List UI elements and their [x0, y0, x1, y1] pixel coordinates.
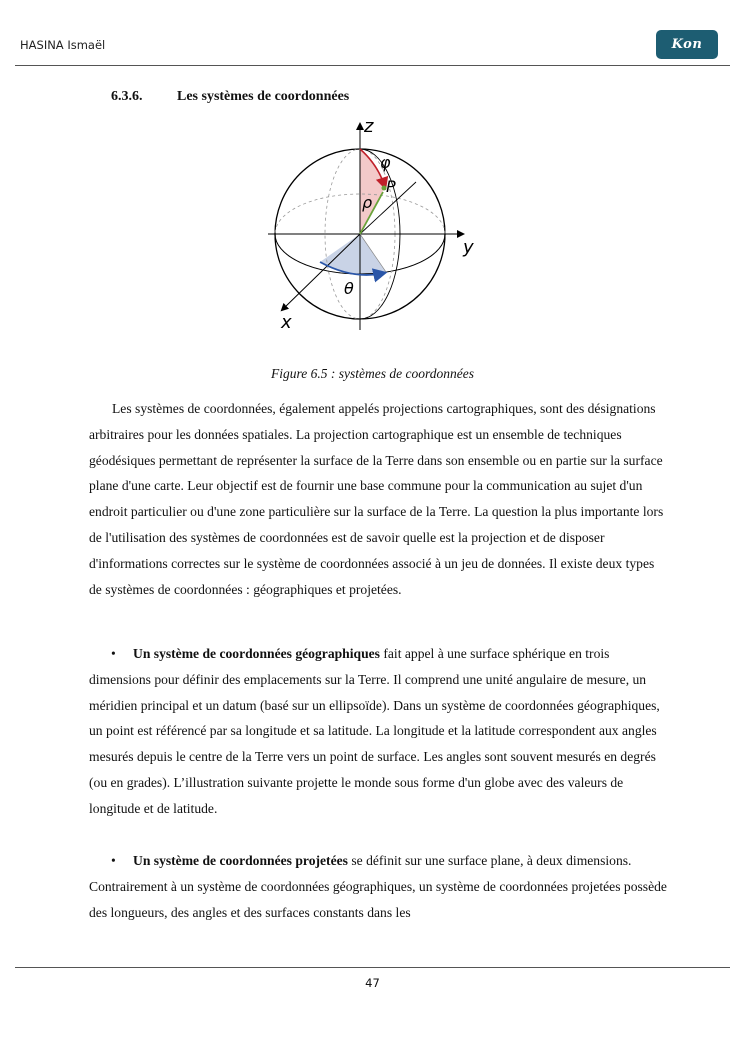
bullet-projected-text: se définit sur une surface plane, à deux dimensions. Contrairement à un système de coordonnées géographiques, un système de coordonnées projetées possède des longueurs, des angles et des surfaces constants dans les: [89, 853, 667, 920]
theta-label: θ: [344, 279, 354, 298]
point-label: P: [386, 177, 396, 196]
bullet-projected: [89, 848, 669, 925]
page-number: 47: [365, 976, 380, 990]
section-heading: [111, 89, 349, 105]
section-title: Les systèmes de coordonnées: [177, 89, 350, 104]
z-label: z: [364, 116, 374, 137]
bullet-projected-term: Un système de coordonnées projetées: [133, 853, 348, 868]
bullet-dot: •: [111, 853, 116, 868]
bullet-geographic: [89, 641, 669, 822]
bullet-dot: •: [111, 646, 116, 661]
y-label: y: [463, 237, 474, 258]
header-author: HASINA Ismaël: [20, 38, 106, 52]
publisher-logo: [656, 30, 718, 59]
intro-paragraph-text: Les systèmes de coordonnées, également appelés projections cartographiques, sont des désignations arbitraires pour les données spatiales. La projection cartographique est un ensemble de techniques géodésiques permettant de représenter la surface de la Terre dans son ensemble ou en partie sur la surface plane d'une carte. Leur objectif est de fournir une base commune pour la communication au sujet d'un endroit particulier ou d'une zone particulière sur la surface de la Terre. La question la plus importante lors de l'utilisation des systèmes de coordonnées est de savoir quelle est la projection et de disposer d'informations correctes sur le système de coordonnées associé à un jeu de données. Il existe deux types de systèmes de coordonnées : géographiques et projetées.: [89, 401, 664, 597]
bullet-geographic-term: Un système de coordonnées géographiques: [133, 646, 380, 661]
section-number: 6.3.6.: [111, 89, 143, 104]
spherical-coordinates-figure: [258, 112, 483, 337]
theta-sector: [320, 234, 386, 274]
bullet-geographic-text: fait appel à une surface sphérique en trois dimensions pour définir des emplacements sur la Terre. Il comprend une unité angulaire de mesure, un méridien principal et un datum (basé sur un ellipsoïde). Dans un système de coordonnées géographiques, un point est référencé par sa longitude et sa latitude. La longitude et la latitude correspondent aux angles mesurés depuis le centre de la Terre vers un point de surface. Les angles sont souvent mesurés en degrés (ou en grades). L’illustration suivante projette le monde sous forme d'un globe avec des valeurs de longitude et de latitude.: [89, 646, 660, 816]
logo-text: Kon: [671, 37, 703, 52]
rho-label: ρ: [362, 193, 373, 212]
figure-caption: Figure 6.5 : systèmes de coordonnées: [271, 366, 474, 381]
phi-label: φ: [380, 153, 391, 172]
x-label: x: [281, 312, 292, 333]
footer-divider: [15, 967, 730, 968]
intro-paragraph: [89, 396, 669, 602]
header-divider: [15, 65, 730, 66]
